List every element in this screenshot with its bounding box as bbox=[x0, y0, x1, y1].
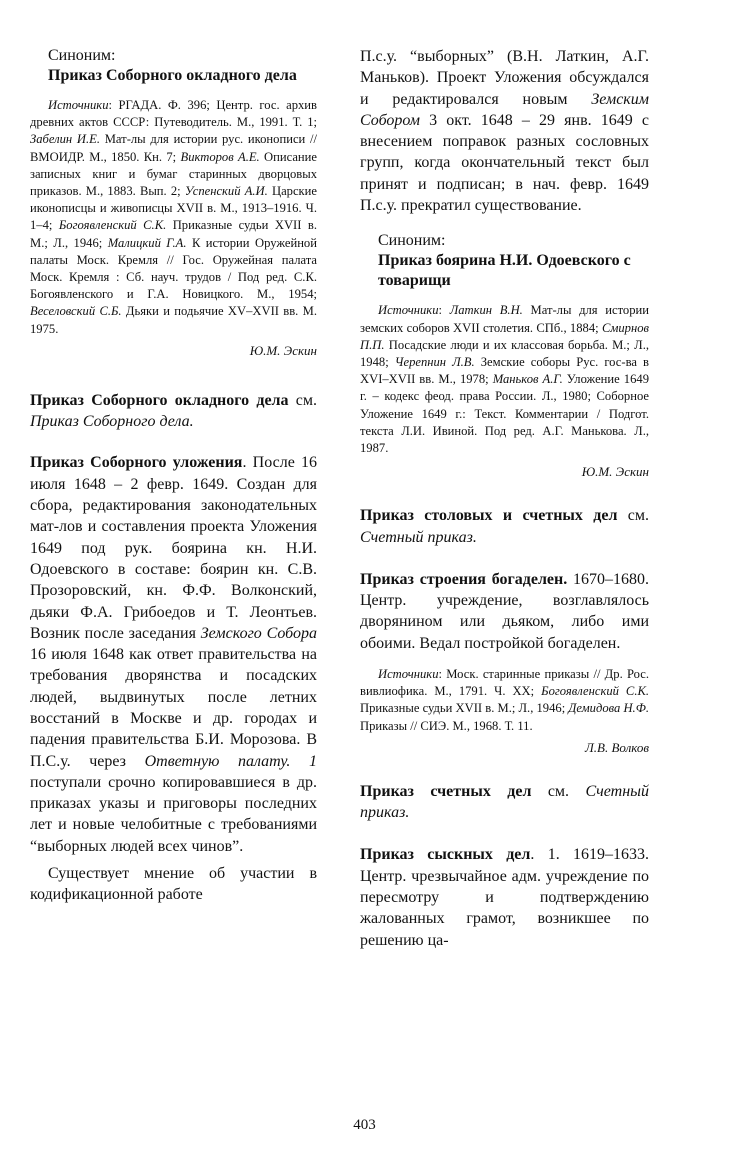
text-run: . После 16 июля 1648 – 2 февр. 1649. Создан для сбора, редактирования законодательных мат-лов и составления проекта Уложения 1649 под рук. боярина кн. Н.И. Одоевского в составе: боярин кн. С.В. Прозоровский, кн. Ф.Ф. Волконский, дьяки Ф.А. Грибоедов и Т. Леонтьев. Возник после заседания bbox=[30, 454, 318, 642]
italic-run: Маньков А.Г. bbox=[492, 372, 563, 387]
text-run: Земские соборы Рус. гос-ва в XVI–XVII вв. М., 1978; bbox=[360, 354, 649, 387]
italic-run: Земского Собора bbox=[200, 624, 317, 642]
bold-run: Приказ сыскных дел bbox=[360, 846, 531, 864]
text-run: см. bbox=[617, 507, 649, 525]
entry-continuation: Существует мнение об участии в кодификационной работе bbox=[30, 865, 317, 904]
sources-paragraph bbox=[360, 302, 649, 457]
italic-run: Веселовский С.Б. bbox=[30, 304, 122, 319]
author-signature: Ю.М. Эскин bbox=[581, 464, 649, 480]
bold-run: Приказ строения богаделен. bbox=[360, 570, 568, 588]
italic-run: Земским Собором bbox=[360, 90, 649, 129]
italic-run: Богоявленский С.К. bbox=[58, 218, 167, 233]
author-signature: Л.В. Волков bbox=[584, 739, 649, 755]
italic-run: Малицкий Г.А. bbox=[107, 235, 187, 250]
bold-run: Приказ счетных дел bbox=[360, 782, 532, 800]
italic-run: Смирнов П.П. bbox=[360, 320, 649, 352]
left-column bbox=[30, 46, 317, 906]
bold-run: Приказ Соборного окладного дела bbox=[30, 391, 289, 409]
text-run: : РГАДА. Ф. 396; Центр. гос. архив древних актов СССР: Путеводитель. М., 1991. Т. 1; bbox=[30, 98, 317, 130]
entry-prikaz-sobornogo-okladnogo-dela bbox=[30, 390, 317, 433]
synonym-label: Синоним: bbox=[378, 232, 446, 250]
italic-run: Викторов А.Е. bbox=[180, 149, 260, 164]
italic-run: Счетный приказ. bbox=[360, 782, 649, 822]
text-run: Приказы // СИЭ. М., 1968. Т. 11. bbox=[360, 718, 533, 733]
bold-run: Приказ Соборного уложения bbox=[30, 454, 243, 472]
text-run: Приказные судьи XVII в. М.; Л., 1946; bbox=[360, 701, 569, 716]
italic-run: Латкин В.Н. bbox=[449, 303, 523, 318]
bold-run: Приказ столовых и счетных дел bbox=[360, 507, 618, 525]
text-run: К истории Оружейной палаты Моск. Кремля // Гос. Оружейная палата Моск. Кремля : Сб. науч. трудов / Под ред. С.К. Богоявленского и Г.А. Новицкого. М., 1954; bbox=[30, 235, 317, 302]
author-signature: Ю.М. Эскин bbox=[249, 342, 317, 358]
text-run: : Моск. старинные приказы // Др. Рос. вивлиофика. М., 1791. Ч. XX; bbox=[360, 666, 649, 699]
italic-run: Ответную палату. 1 bbox=[144, 752, 317, 770]
italic-run: Приказ Соборного дела. bbox=[30, 413, 194, 431]
italic-run: Богоявленский С.К. bbox=[541, 684, 649, 699]
italic-run: Источники bbox=[48, 98, 109, 112]
text-run: Мат-лы для истории рус. иконописи // ВМОИДР. М., 1850. Кн. 7; bbox=[30, 132, 317, 164]
sources-paragraph bbox=[30, 97, 317, 338]
text-run: : bbox=[438, 303, 450, 318]
text-run: 16 июля 1648 как ответ правительства на требования дворянства и посадских людей, выдвинутых после летних восстаний в Москве и др. городах и падения правительства Б.И. Морозова. В П.С.у. через bbox=[30, 646, 317, 770]
entry-prikaz-stroeniya-bogadelen bbox=[360, 569, 649, 654]
text-run: П.с.у. “выборных” (В.Н. Латкин, А.Г. Маньков). Проект Уложения обсуждался и редактировался новым bbox=[360, 48, 649, 108]
text-run: Мат-лы для истории земских соборов XVII столетия. СПб., 1884; bbox=[360, 303, 649, 335]
text-run: Дьяки и подьячие XV–XVII вв. М. 1975. bbox=[30, 304, 317, 336]
text-run: Приказные судьи XVII в. М.; Л., 1946; bbox=[30, 218, 318, 250]
sources-paragraph bbox=[360, 666, 649, 735]
italic-run: Демидова Н.Ф. bbox=[568, 701, 649, 716]
italic-run: Счетный приказ. bbox=[360, 528, 477, 546]
italic-run: Успенский А.И. bbox=[184, 184, 268, 199]
text-run: см. bbox=[531, 782, 586, 800]
italic-run: Источники bbox=[378, 666, 439, 681]
text-run: . 1. 1619–1633. Центр. чрезвычайное адм. учреждение по пересмотру и подтверждению жалованных грамот, возникшее по решению ца- bbox=[360, 846, 650, 949]
text-run: 1670–1680. Центр. учреждение, возглавлялось дворянином или дьяком, либо ими обоими. Ведал постройкой богаделен. bbox=[360, 570, 650, 652]
italic-run: Черепнин Л.В. bbox=[394, 354, 475, 369]
entry-prikaz-sobornogo-ulozheniya bbox=[30, 452, 317, 857]
entry-continuation-text bbox=[360, 46, 649, 216]
synonym-title: Приказ боярина Н.И. Одоевского с товарищи bbox=[378, 252, 631, 290]
synonym-label: Синоним: bbox=[48, 47, 116, 64]
entry-prikaz-schetnyh-del bbox=[360, 781, 649, 824]
italic-run: Забелин И.Е. bbox=[30, 132, 100, 147]
text-run: Посадские люди и их классовая борьба. М.; Л., 1948; bbox=[360, 337, 649, 369]
page-number: 403 bbox=[353, 1117, 376, 1133]
text-run: Царские иконописцы и живописцы XVII в. М., 1913–1916. Ч. 1–4; bbox=[30, 184, 317, 233]
text-run: Уложение 1649 г. – кодекс феод. права России. Л., 1980; Соборное Уложение 1649 г.: Текст. Комментарии / Подгот. текста Л.И. Ивиной. Под ред. А.Г. Манькова. Л., 1987. bbox=[360, 372, 649, 455]
italic-run: Источники bbox=[378, 303, 439, 318]
text-run: см. bbox=[288, 391, 318, 409]
text-run: 3 окт. 1648 – 29 янв. 1649 с внесением поправок разных сословных групп, когда окончательный текст был принят и подписан; в нач. февр. 1649 П.с.у. прекратил существование. bbox=[360, 111, 649, 215]
entry-prikaz-syskyh-del bbox=[360, 844, 649, 950]
synonym-title: Приказ Соборного окладного дела bbox=[48, 67, 297, 84]
entry-prikaz-stolovyh-del bbox=[360, 505, 649, 548]
text-run: поступали срочно копировавшиеся в др. приказах указы и приговоры последних лет и новые челобитные с требованиями “выборных людей всех чинов”. bbox=[30, 773, 317, 855]
right-column bbox=[360, 46, 649, 951]
text-run: Описание записных книг и бумаг старинных дворцовых приказов. М., 1883. Вып. 2; bbox=[30, 149, 318, 199]
